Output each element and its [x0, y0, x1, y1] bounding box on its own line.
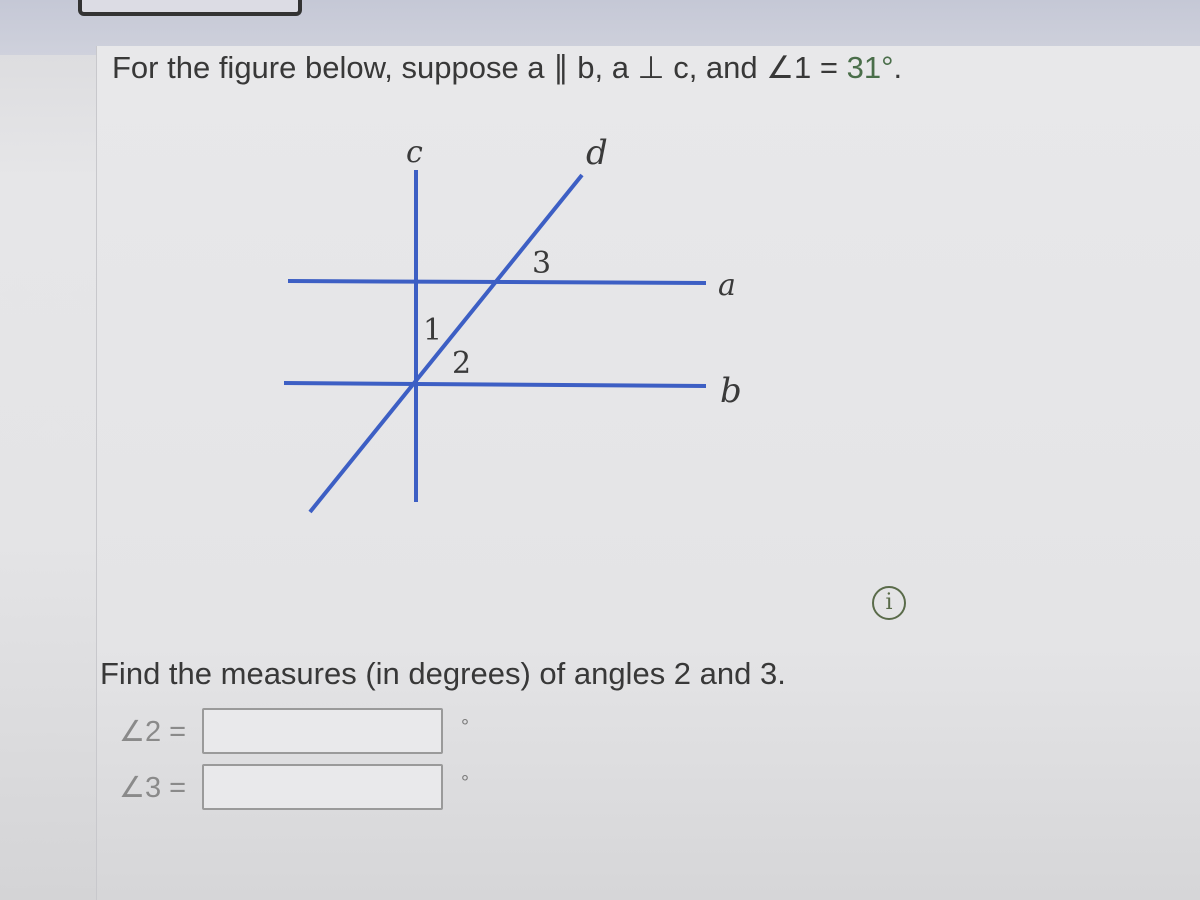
answer-label-angle2: ∠2 =	[119, 716, 187, 748]
angle2-label: 2	[452, 346, 472, 381]
angle1-value: 31°	[846, 50, 894, 85]
line-b	[284, 383, 706, 386]
answer-label-angle3: ∠3 =	[119, 772, 187, 804]
degree-unit-angle3: °	[461, 772, 469, 794]
answer-row-angle3	[105, 764, 505, 810]
line-c-label: c	[406, 135, 423, 170]
problem-prefix: For the figure below, suppose a ∥ b, a ⊥ c, and ∠1 =	[112, 50, 847, 85]
geometry-figure	[270, 120, 790, 530]
answer-row-angle2	[105, 708, 505, 754]
angle3-label: 3	[532, 246, 552, 281]
angle1-label: 1	[423, 313, 443, 348]
line-b-label: b	[720, 371, 742, 411]
info-icon[interactable]: i	[872, 586, 906, 620]
angle2-input[interactable]	[202, 708, 443, 754]
line-d	[310, 175, 582, 512]
line-a-label: a	[718, 268, 736, 303]
instruction-text: Find the measures (in degrees) of angles 2 and 3.	[100, 656, 786, 691]
problem-statement	[112, 50, 902, 86]
angle3-input[interactable]	[202, 764, 443, 810]
top-tab[interactable]	[78, 0, 302, 16]
degree-unit-angle2: °	[461, 716, 469, 738]
problem-suffix: .	[893, 50, 903, 85]
line-d-label: d	[586, 133, 608, 173]
